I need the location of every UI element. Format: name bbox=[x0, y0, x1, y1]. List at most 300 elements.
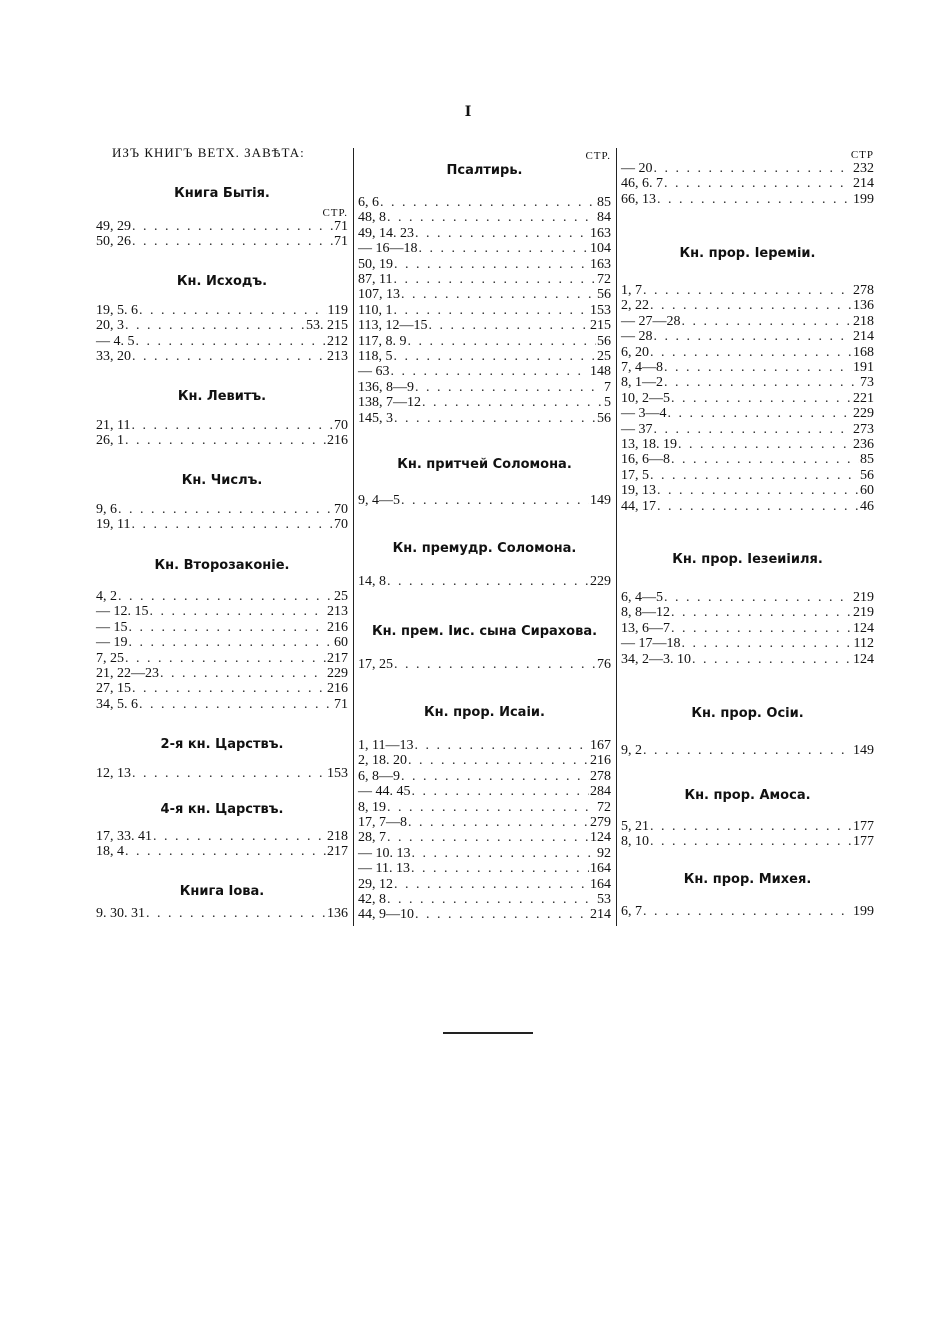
entry-reference: — 12. 15 bbox=[96, 604, 149, 620]
entry-page-number: 148 bbox=[590, 364, 611, 380]
dot-leader bbox=[664, 360, 852, 375]
dot-leader bbox=[412, 846, 597, 861]
index-entry bbox=[96, 697, 348, 712]
entry-page-number: 191 bbox=[853, 360, 874, 375]
entry-reference: 87, 11 bbox=[358, 272, 393, 287]
entry-reference: — 10. 13 bbox=[358, 845, 411, 861]
dot-leader bbox=[394, 657, 596, 672]
section-title: Кн. прор. Осіи. bbox=[691, 706, 804, 721]
index-entry bbox=[621, 819, 874, 834]
entry-page-number: 60 bbox=[334, 635, 348, 651]
index-entry bbox=[96, 635, 348, 650]
index-entry bbox=[621, 904, 874, 919]
index-entry bbox=[621, 391, 874, 406]
entry-page-number: 164 bbox=[590, 876, 611, 892]
entry-page-number: 219 bbox=[853, 590, 874, 605]
index-entry bbox=[358, 830, 611, 845]
dot-leader bbox=[428, 318, 589, 333]
index-entry bbox=[621, 636, 874, 651]
entry-page-number: 278 bbox=[853, 283, 874, 298]
index-entry bbox=[621, 743, 874, 758]
index-entry bbox=[96, 651, 348, 666]
entry-page-number: 164 bbox=[590, 861, 611, 877]
dot-leader bbox=[160, 666, 326, 681]
entry-page-number: 163 bbox=[590, 256, 611, 272]
entry-reference: — 44. 45 bbox=[358, 784, 411, 800]
entry-reference: 4, 2 bbox=[96, 589, 117, 604]
dot-leader bbox=[132, 766, 326, 781]
entry-page-number: 177 bbox=[853, 819, 874, 834]
entry-reference: 8, 19 bbox=[358, 799, 386, 815]
entry-page-number: 85 bbox=[597, 195, 611, 210]
entry-page-number: 70 bbox=[334, 418, 348, 433]
index-entry bbox=[96, 219, 348, 234]
entry-page-number: 153 bbox=[590, 302, 611, 318]
entry-page-number: 213 bbox=[327, 604, 348, 620]
index-entry bbox=[96, 318, 348, 333]
entry-page-number: 53 bbox=[597, 892, 611, 907]
section-title: Кн. Левитъ. bbox=[177, 389, 267, 404]
section-title: Кн. прор. Іезеиіиля. bbox=[672, 552, 823, 567]
entry-reference: — 20 bbox=[621, 161, 653, 176]
entry-reference: 48, 8 bbox=[358, 210, 386, 226]
entry-page-number: 56 bbox=[597, 287, 611, 303]
index-entry bbox=[621, 483, 874, 498]
dot-leader bbox=[412, 784, 590, 799]
section-title: Книга Бытія. bbox=[174, 186, 270, 201]
entry-reference: 42, 8 bbox=[358, 892, 386, 907]
entry-reference: — 63 bbox=[358, 364, 390, 380]
dot-leader bbox=[657, 483, 859, 498]
entry-page-number: 5 bbox=[604, 395, 611, 411]
entry-page-number: 273 bbox=[853, 421, 874, 437]
entry-page-number: 71 bbox=[334, 234, 348, 250]
dot-leader bbox=[422, 395, 603, 410]
index-entry bbox=[621, 422, 874, 437]
column-divider bbox=[616, 148, 617, 926]
dot-leader bbox=[393, 349, 596, 364]
entry-reference: 7, 25 bbox=[96, 650, 124, 666]
dot-leader bbox=[132, 349, 326, 364]
dot-leader bbox=[401, 769, 589, 784]
dot-leader bbox=[132, 219, 333, 234]
dot-leader bbox=[671, 391, 852, 406]
index-entry bbox=[621, 452, 874, 467]
dot-leader bbox=[411, 861, 589, 876]
dot-leader bbox=[664, 590, 852, 605]
entry-reference: 8, 8—12 bbox=[621, 605, 670, 621]
index-entry bbox=[96, 666, 348, 681]
entry-reference: 26, 1 bbox=[96, 433, 124, 449]
section-title: Псалтирь. bbox=[446, 163, 523, 178]
index-entry bbox=[96, 433, 348, 448]
entry-reference: — 17—18 bbox=[621, 636, 681, 652]
section-title: Кн. премудр. Соломона. bbox=[392, 541, 577, 556]
dot-leader bbox=[671, 452, 859, 467]
dot-leader bbox=[415, 226, 589, 241]
entry-reference: 17, 5 bbox=[621, 467, 649, 483]
dot-leader bbox=[407, 334, 596, 349]
index-entry bbox=[96, 517, 348, 532]
entry-reference: 13, 6—7 bbox=[621, 620, 670, 636]
entry-page-number: 215 bbox=[590, 318, 611, 334]
entry-reference: 17, 7—8 bbox=[358, 815, 407, 830]
entry-reference: 34, 5. 6 bbox=[96, 696, 138, 712]
entry-reference: — 37 bbox=[621, 421, 653, 437]
entry-reference: 49, 29 bbox=[96, 219, 131, 234]
index-entry bbox=[96, 418, 348, 433]
index-entry bbox=[96, 766, 348, 781]
entry-page-number: 56 bbox=[597, 333, 611, 349]
page-column-label: СТР. bbox=[322, 207, 348, 219]
dot-leader bbox=[650, 819, 852, 834]
dot-leader bbox=[387, 830, 589, 845]
dot-leader bbox=[650, 468, 859, 483]
entry-page-number: 168 bbox=[853, 344, 874, 360]
entry-reference: 14, 8 bbox=[358, 574, 386, 589]
section-title: Кн. Числъ. bbox=[181, 473, 263, 488]
entry-reference: 29, 12 bbox=[358, 876, 393, 892]
dot-leader bbox=[393, 303, 589, 318]
section-title: Кн. Второзаконіе. bbox=[154, 558, 290, 573]
section-title: Кн. прор. Амоса. bbox=[684, 788, 811, 803]
entry-page-number: 229 bbox=[590, 574, 611, 589]
dot-leader bbox=[387, 892, 596, 907]
index-entry bbox=[621, 360, 874, 375]
index-entry bbox=[358, 574, 611, 589]
index-entry bbox=[621, 329, 874, 344]
index-entry bbox=[96, 829, 348, 844]
dot-leader bbox=[643, 283, 852, 298]
index-entry bbox=[358, 861, 611, 876]
dot-leader bbox=[414, 738, 589, 753]
entry-page-number: 124 bbox=[590, 830, 611, 846]
index-entry bbox=[621, 468, 874, 483]
entry-page-number: 199 bbox=[853, 904, 874, 919]
entry-reference: 17, 33. 41 bbox=[96, 829, 152, 844]
entry-page-number: 84 bbox=[597, 210, 611, 226]
column-divider bbox=[353, 148, 354, 926]
entry-reference: 138, 7—12 bbox=[358, 395, 421, 411]
entry-page-number: 60 bbox=[860, 483, 874, 499]
dot-leader bbox=[153, 829, 326, 844]
dot-leader bbox=[387, 210, 596, 225]
entry-reference: — 4. 5 bbox=[96, 333, 135, 349]
entry-page-number: 229 bbox=[853, 406, 874, 422]
entry-page-number: 216 bbox=[327, 619, 348, 635]
dot-leader bbox=[408, 815, 589, 830]
dot-leader bbox=[664, 375, 859, 390]
dot-leader bbox=[415, 907, 589, 922]
entry-reference: — 27—28 bbox=[621, 313, 681, 329]
index-entry bbox=[358, 800, 611, 815]
dot-leader bbox=[650, 834, 852, 849]
index-entry bbox=[96, 303, 348, 318]
entry-page-number: 25 bbox=[597, 349, 611, 364]
dot-leader bbox=[394, 411, 596, 426]
entry-reference: 16, 6—8 bbox=[621, 452, 670, 468]
index-entry bbox=[358, 287, 611, 302]
index-entry bbox=[358, 769, 611, 784]
entry-reference: 8, 10 bbox=[621, 834, 649, 850]
dot-leader bbox=[393, 272, 596, 287]
entry-reference: 6, 8—9 bbox=[358, 768, 400, 784]
index-entry bbox=[358, 195, 611, 210]
index-entry bbox=[621, 176, 874, 191]
entry-reference: 107, 13 bbox=[358, 287, 400, 303]
dot-leader bbox=[415, 380, 603, 395]
entry-reference: 9, 6 bbox=[96, 502, 117, 517]
dot-leader bbox=[131, 517, 333, 532]
entry-page-number: 149 bbox=[853, 743, 874, 758]
entry-page-number: 278 bbox=[590, 768, 611, 784]
index-entry bbox=[358, 907, 611, 922]
entry-reference: 34, 2—3. 10 bbox=[621, 651, 691, 667]
section-title: 4-я кн. Царствъ. bbox=[160, 802, 284, 817]
entry-reference: 110, 1 bbox=[358, 302, 393, 318]
entry-page-number: 56 bbox=[860, 467, 874, 483]
index-entry bbox=[358, 411, 611, 426]
section-title: Книга Іова. bbox=[179, 884, 265, 899]
index-entry bbox=[358, 493, 611, 508]
dot-leader bbox=[129, 620, 327, 635]
index-entry bbox=[621, 314, 874, 329]
index-entry bbox=[358, 892, 611, 907]
entry-reference: — 19 bbox=[96, 635, 128, 651]
entry-page-number: 85 bbox=[860, 452, 874, 468]
entry-reference: 9. 30. 31 bbox=[96, 906, 145, 921]
entry-page-number: 136 bbox=[853, 298, 874, 314]
entry-page-number: 216 bbox=[590, 753, 611, 769]
entry-page-number: 217 bbox=[327, 650, 348, 666]
entry-reference: 2, 18. 20 bbox=[358, 753, 407, 769]
dot-leader bbox=[146, 906, 326, 921]
dot-leader bbox=[118, 502, 333, 517]
index-entry bbox=[358, 334, 611, 349]
entry-page-number: 153 bbox=[327, 766, 348, 781]
index-entry bbox=[358, 303, 611, 318]
dot-leader bbox=[678, 437, 852, 452]
entry-page-number: 73 bbox=[860, 375, 874, 391]
index-entry bbox=[358, 877, 611, 892]
entry-reference: — 11. 13 bbox=[358, 861, 410, 877]
dot-leader bbox=[408, 753, 589, 768]
entry-page-number: 216 bbox=[327, 433, 348, 449]
entry-reference: 5, 21 bbox=[621, 819, 649, 834]
index-entry bbox=[621, 161, 874, 176]
entry-page-number: 71 bbox=[334, 219, 348, 234]
entry-reference: 12, 13 bbox=[96, 766, 131, 781]
entry-reference: 28, 7 bbox=[358, 830, 386, 846]
entry-page-number: 199 bbox=[853, 191, 874, 207]
entry-reference: 6, 7 bbox=[621, 904, 642, 919]
dot-leader bbox=[643, 743, 852, 758]
entry-reference: 44, 9—10 bbox=[358, 907, 414, 923]
dot-leader bbox=[682, 636, 853, 651]
index-entry bbox=[358, 257, 611, 272]
dot-leader bbox=[125, 433, 326, 448]
entry-reference: 1, 11—13 bbox=[358, 738, 414, 753]
dot-leader bbox=[643, 904, 852, 919]
entry-reference: 113, 12—15 bbox=[358, 318, 428, 334]
index-entry bbox=[621, 298, 874, 313]
index-entry bbox=[96, 604, 348, 619]
index-entry bbox=[96, 334, 348, 349]
dot-leader bbox=[401, 493, 589, 508]
entry-reference: — 15 bbox=[96, 619, 128, 635]
entry-reference: 20, 3 bbox=[96, 318, 124, 334]
entry-page-number: 72 bbox=[597, 799, 611, 815]
index-entry bbox=[358, 753, 611, 768]
entry-reference: 145, 3 bbox=[358, 410, 393, 426]
index-entry bbox=[621, 652, 874, 667]
entry-page-number: 56 bbox=[597, 410, 611, 426]
index-entry bbox=[358, 846, 611, 861]
dot-leader bbox=[657, 499, 859, 514]
index-entry bbox=[358, 349, 611, 364]
page-column-label: СТР. bbox=[585, 150, 611, 162]
dot-leader bbox=[654, 422, 853, 437]
entry-page-number: 46 bbox=[860, 498, 874, 514]
entry-reference: 136, 8—9 bbox=[358, 379, 414, 395]
entry-reference: 19, 13 bbox=[621, 483, 656, 499]
entry-reference: 27, 15 bbox=[96, 681, 131, 697]
entry-page-number: 218 bbox=[853, 313, 874, 329]
entry-reference: 1, 7 bbox=[621, 283, 642, 298]
index-entry bbox=[358, 395, 611, 410]
entry-page-number: 76 bbox=[597, 657, 611, 672]
dot-leader bbox=[654, 329, 853, 344]
dot-leader bbox=[132, 234, 333, 249]
dot-leader bbox=[129, 635, 334, 650]
entry-page-number: 214 bbox=[853, 329, 874, 345]
entry-reference: — 16—18 bbox=[358, 241, 418, 257]
entry-reference: — 28 bbox=[621, 329, 653, 345]
index-entry bbox=[621, 406, 874, 421]
index-entry bbox=[621, 590, 874, 605]
column-header: ИЗЪ КНИГЪ ВЕТХ. ЗАВѢТА: bbox=[112, 145, 305, 160]
entry-reference: 6, 20 bbox=[621, 344, 649, 360]
entry-page-number: 213 bbox=[327, 349, 348, 365]
dot-leader bbox=[671, 621, 852, 636]
dot-leader bbox=[150, 604, 327, 619]
dot-leader bbox=[387, 800, 596, 815]
entry-reference: 21, 11 bbox=[96, 418, 131, 433]
entry-reference: 117, 8. 9 bbox=[358, 333, 407, 349]
index-entry bbox=[358, 380, 611, 395]
index-entry bbox=[358, 318, 611, 333]
index-entry bbox=[621, 499, 874, 514]
entry-page-number: 167 bbox=[590, 738, 611, 753]
entry-reference: 18, 4 bbox=[96, 844, 124, 860]
entry-reference: 50, 26 bbox=[96, 234, 131, 250]
section-title: 2-я кн. Царствъ. bbox=[160, 737, 284, 752]
entry-reference: — 3—4 bbox=[621, 406, 667, 422]
dot-leader bbox=[657, 192, 852, 207]
dot-leader bbox=[139, 303, 327, 318]
index-entry bbox=[358, 226, 611, 241]
entry-page-number: 25 bbox=[334, 589, 348, 604]
index-entry bbox=[621, 375, 874, 390]
entry-page-number: 221 bbox=[853, 390, 874, 406]
index-entry bbox=[358, 657, 611, 672]
dot-leader bbox=[132, 681, 326, 696]
entry-page-number: 70 bbox=[334, 517, 348, 533]
dot-leader bbox=[125, 844, 326, 859]
entry-page-number: 112 bbox=[853, 636, 874, 652]
entry-page-number: 212 bbox=[327, 333, 348, 349]
dot-leader bbox=[650, 345, 852, 360]
dot-leader bbox=[664, 176, 852, 191]
section-title: Кн. притчей Соломона. bbox=[397, 457, 572, 472]
entry-page-number: 104 bbox=[590, 241, 611, 257]
entry-reference: 6, 6 bbox=[358, 195, 379, 210]
dot-leader bbox=[118, 589, 333, 604]
entry-page-number: 163 bbox=[590, 225, 611, 241]
section-title: Кн. прор. Михея. bbox=[683, 872, 812, 887]
dot-leader bbox=[692, 652, 852, 667]
entry-reference: 21, 22—23 bbox=[96, 666, 159, 681]
entry-reference: 17, 25 bbox=[358, 657, 393, 672]
index-entry bbox=[358, 241, 611, 256]
entry-page-number: 53. 215 bbox=[306, 318, 348, 334]
entry-page-number: 72 bbox=[597, 272, 611, 287]
index-entry bbox=[358, 210, 611, 225]
dot-leader bbox=[391, 364, 590, 379]
index-entry bbox=[96, 589, 348, 604]
entry-reference: 49, 14. 23 bbox=[358, 225, 414, 241]
entry-reference: 8, 1—2 bbox=[621, 375, 663, 391]
entry-reference: 19, 11 bbox=[96, 517, 131, 533]
entry-page-number: 217 bbox=[327, 844, 348, 860]
entry-page-number: 279 bbox=[590, 815, 611, 830]
entry-page-number: 229 bbox=[327, 666, 348, 681]
index-entry bbox=[621, 621, 874, 636]
index-entry bbox=[96, 234, 348, 249]
dot-leader bbox=[654, 161, 853, 176]
index-entry bbox=[621, 283, 874, 298]
index-entry bbox=[621, 345, 874, 360]
entry-page-number: 92 bbox=[597, 845, 611, 861]
entry-reference: 9, 4—5 bbox=[358, 493, 400, 508]
dot-leader bbox=[668, 406, 853, 421]
entry-page-number: 219 bbox=[853, 605, 874, 621]
entry-page-number: 214 bbox=[853, 176, 874, 192]
index-entry bbox=[358, 364, 611, 379]
index-entry bbox=[358, 738, 611, 753]
dot-leader bbox=[131, 418, 333, 433]
section-title: Кн. прор. Іереміи. bbox=[679, 246, 816, 261]
entry-page-number: 216 bbox=[327, 681, 348, 697]
entry-reference: 2, 22 bbox=[621, 298, 649, 314]
dot-leader bbox=[394, 257, 589, 272]
section-title: Кн. прор. Исаіи. bbox=[424, 705, 545, 720]
page-number: I bbox=[464, 104, 472, 120]
index-entry bbox=[96, 906, 348, 921]
entry-page-number: 149 bbox=[590, 493, 611, 508]
entry-reference: 10, 2—5 bbox=[621, 390, 670, 406]
index-entry bbox=[96, 844, 348, 859]
entry-reference: 46, 6. 7 bbox=[621, 176, 663, 192]
section-title: Кн. прем. Іис. сына Сирахова. bbox=[371, 624, 598, 639]
index-entry bbox=[96, 349, 348, 364]
entry-reference: 33, 20 bbox=[96, 349, 131, 365]
index-entry bbox=[96, 620, 348, 635]
entry-page-number: 136 bbox=[327, 906, 348, 921]
entry-page-number: 177 bbox=[853, 834, 874, 850]
index-entry bbox=[96, 681, 348, 696]
entry-page-number: 236 bbox=[853, 437, 874, 452]
